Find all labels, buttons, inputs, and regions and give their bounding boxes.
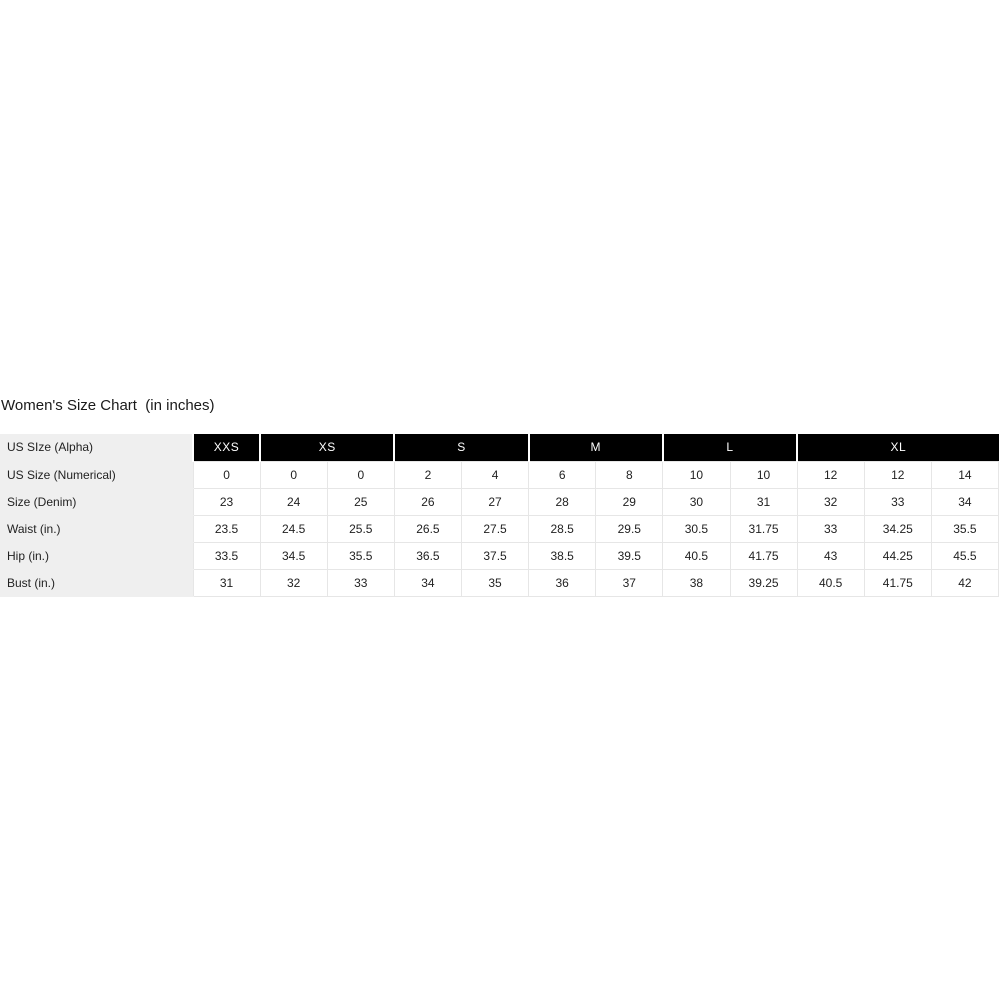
table-cell: 36.5 (394, 542, 461, 569)
table-cell: 41.75 (730, 542, 797, 569)
table-cell: 0 (327, 461, 394, 488)
table-cell: 33 (327, 569, 394, 596)
row-label: US Size (Numerical) (0, 461, 193, 488)
table-cell: 31 (193, 569, 260, 596)
alpha-size-xs: XS (260, 434, 394, 461)
row-label: Bust (in.) (0, 569, 193, 596)
table-cell: 10 (730, 461, 797, 488)
table-cell: 33 (864, 488, 931, 515)
alpha-size-l: L (663, 434, 797, 461)
table-cell: 40.5 (797, 569, 864, 596)
table-cell: 0 (260, 461, 327, 488)
table-cell: 41.75 (864, 569, 931, 596)
table-cell: 23.5 (193, 515, 260, 542)
table-cell: 8 (596, 461, 663, 488)
table-cell: 23 (193, 488, 260, 515)
table-cell: 31 (730, 488, 797, 515)
row-label: Hip (in.) (0, 542, 193, 569)
table-row (0, 542, 999, 569)
table-cell: 34 (394, 569, 461, 596)
alpha-size-m: M (529, 434, 663, 461)
table-cell: 36 (529, 569, 596, 596)
row-label: Size (Denim) (0, 488, 193, 515)
table-cell: 37.5 (462, 542, 529, 569)
table-cell: 29 (596, 488, 663, 515)
table-cell: 6 (529, 461, 596, 488)
size-chart-table (0, 434, 999, 597)
table-cell: 33.5 (193, 542, 260, 569)
table-cell: 32 (260, 569, 327, 596)
alpha-size-xl: XL (797, 434, 998, 461)
table-cell: 33 (797, 515, 864, 542)
table-cell: 40.5 (663, 542, 730, 569)
table-cell: 39.5 (596, 542, 663, 569)
table-cell: 37 (596, 569, 663, 596)
row-label: US SIze (Alpha) (0, 434, 193, 461)
table-cell: 10 (663, 461, 730, 488)
table-cell: 26.5 (394, 515, 461, 542)
table-cell: 34.5 (260, 542, 327, 569)
table-cell: 28.5 (529, 515, 596, 542)
table-cell: 0 (193, 461, 260, 488)
table-row (0, 488, 999, 515)
table-cell: 25.5 (327, 515, 394, 542)
alpha-size-row (0, 434, 999, 461)
table-cell: 25 (327, 488, 394, 515)
table-cell: 42 (931, 569, 998, 596)
table-cell: 31.75 (730, 515, 797, 542)
table-cell: 39.25 (730, 569, 797, 596)
alpha-size-s: S (394, 434, 528, 461)
table-cell: 2 (394, 461, 461, 488)
table-cell: 44.25 (864, 542, 931, 569)
chart-title: Women's Size Chart (in inches) (1, 397, 215, 414)
table-cell: 45.5 (931, 542, 998, 569)
table-cell: 4 (462, 461, 529, 488)
alpha-size-xxs: XXS (193, 434, 260, 461)
table-cell: 34.25 (864, 515, 931, 542)
table-cell: 38.5 (529, 542, 596, 569)
table-cell: 12 (797, 461, 864, 488)
table-cell: 12 (864, 461, 931, 488)
table-cell: 24.5 (260, 515, 327, 542)
table-cell: 26 (394, 488, 461, 515)
table-cell: 30 (663, 488, 730, 515)
table-cell: 35 (462, 569, 529, 596)
table-cell: 27.5 (462, 515, 529, 542)
table-row (0, 515, 999, 542)
table-cell: 14 (931, 461, 998, 488)
table-cell: 38 (663, 569, 730, 596)
table-cell: 34 (931, 488, 998, 515)
table-cell: 32 (797, 488, 864, 515)
table-cell: 30.5 (663, 515, 730, 542)
table-row (0, 461, 999, 488)
table-cell: 27 (462, 488, 529, 515)
row-label: Waist (in.) (0, 515, 193, 542)
table-cell: 28 (529, 488, 596, 515)
table-cell: 35.5 (327, 542, 394, 569)
table-cell: 24 (260, 488, 327, 515)
table-cell: 29.5 (596, 515, 663, 542)
table-row (0, 569, 999, 596)
table-cell: 43 (797, 542, 864, 569)
table-cell: 35.5 (931, 515, 998, 542)
